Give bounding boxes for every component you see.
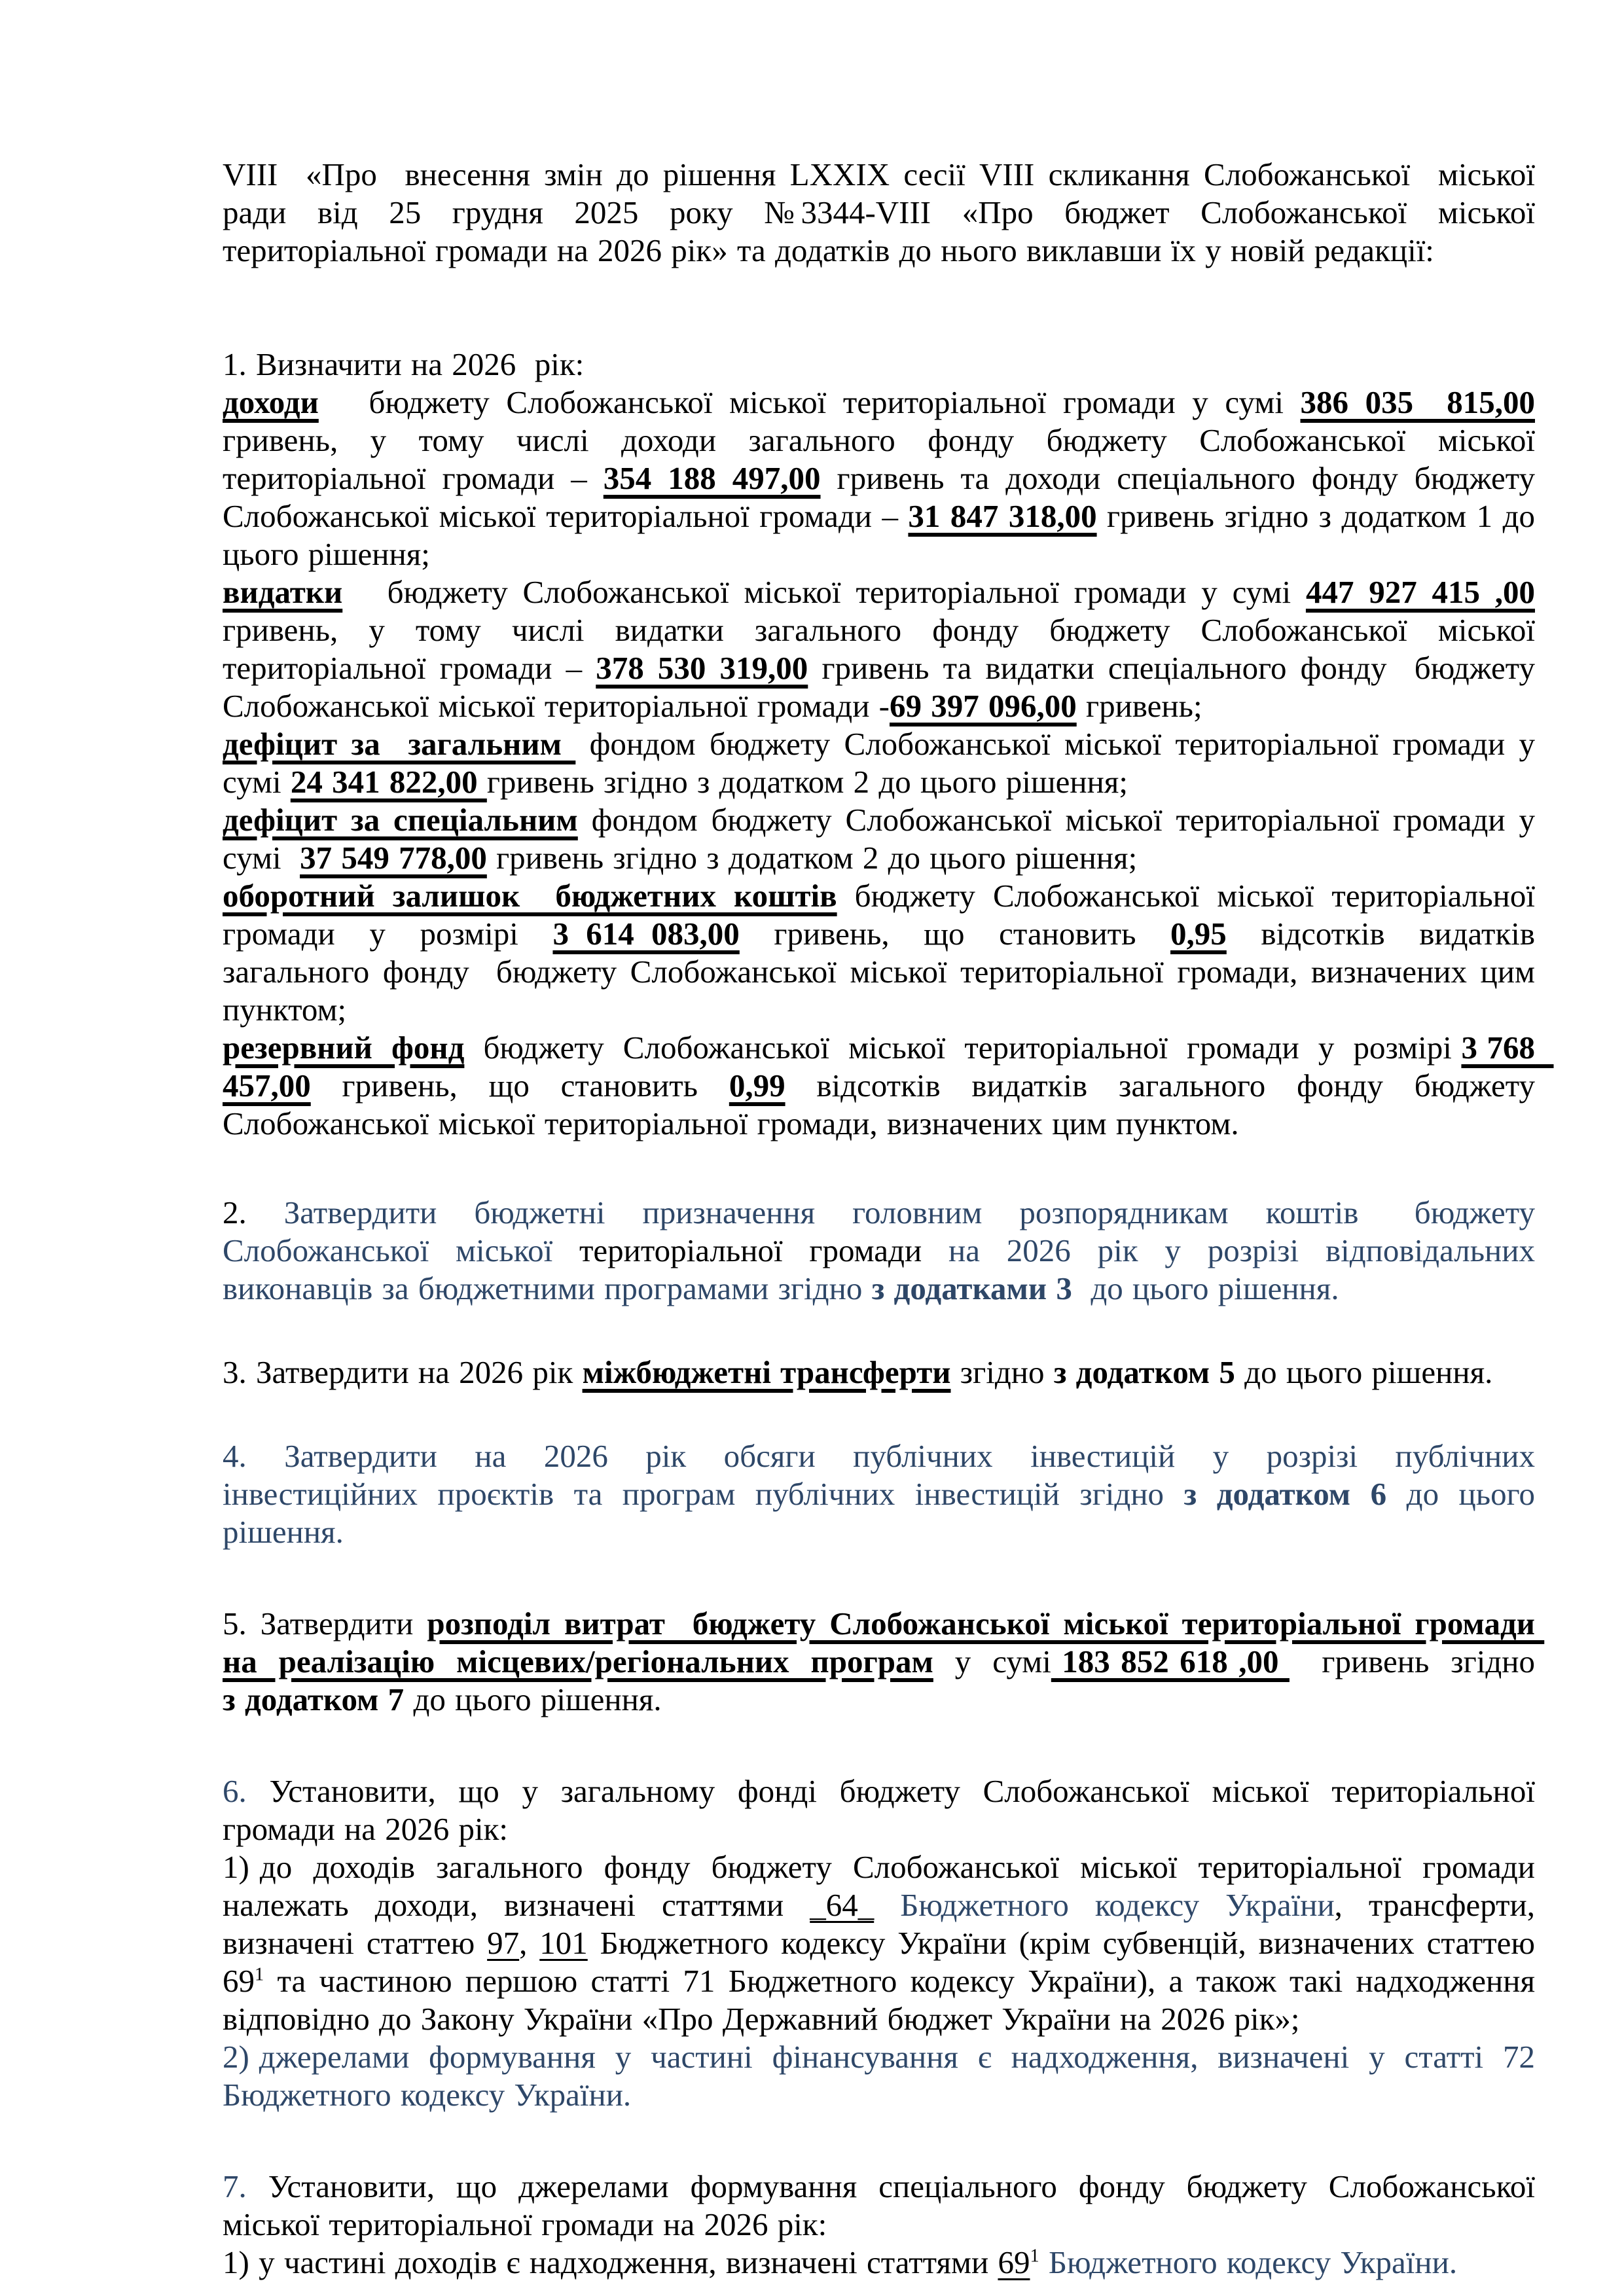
text-run: Установити, що у загальному фонді бюджету Слобожанської міської територіальної громади на 2026 рік: — [223, 1773, 1545, 1847]
text-run: бюджету Слобожанської міської територіальної громади у сумі — [342, 574, 1306, 610]
text-run: 7. — [223, 2168, 268, 2204]
text-run: до цього рішення. — [404, 1681, 662, 1717]
text-run: гривень та доходи спеціального фонду бюджету Слобожанської міської територіальної громади – — [223, 460, 1545, 534]
text-run: 69 397 096,00 — [889, 688, 1077, 724]
text-run: дефіцит за загальним — [223, 726, 576, 762]
text-run: у сумі — [933, 1643, 1051, 1679]
text-run: Бюджетного кодексу України — [900, 1887, 1335, 1923]
text-run: гривень, що становить — [739, 916, 1171, 952]
text-run: 0,95 — [1170, 916, 1227, 952]
item-6-sub-1 — [223, 1848, 1545, 2038]
text-run: дефіцит за спеціальним — [223, 802, 578, 838]
text-run: з додатком 6 — [1183, 1476, 1387, 1512]
text-run: до цього рішення. — [1072, 1270, 1339, 1306]
text-run: гривень, у тому числі доходи загального фонду бюджету Слобожанської міської територіальної громади – — [223, 384, 1545, 496]
text-run: VIII «Про внесення змін до рішення LXXIX сесії VIII скликання Слобожанської міської ради від 25 грудня 2025 року №3344-VIII «Про бюджет Слобожанської міської територіальної громади на 2026 рік» та додатків до нього виклавши їх у новій редакції: — [223, 156, 1545, 268]
text-run: видатки — [223, 574, 343, 610]
item-1-revenues — [223, 384, 1545, 573]
item-6-heading — [223, 1772, 1545, 1848]
item-7-heading — [223, 2168, 1545, 2244]
item-2 — [223, 1194, 1545, 1308]
text-run: згідно — [950, 1354, 1054, 1390]
text-run: територіальної громади — [579, 1232, 948, 1268]
text-run: 1 — [255, 1964, 264, 1985]
text-run: гривень згідно з додатком 2 до цього рішення; — [486, 840, 1138, 876]
text-run: Установити, що джерелами формування спеціального фонду бюджету Слобожанської міської територіальної громади на 2026 рік: — [223, 2168, 1545, 2242]
text-run: 447 927 415 ,00 — [1305, 574, 1536, 610]
text-run: резервний фонд — [223, 1030, 465, 1066]
text-run: відсотків видатків загального фонду бюджету Слобожанської міської територіальної громади, визначених цим пунктом. — [223, 1067, 1545, 1141]
text-run: міжбюджетні трансферти — [582, 1354, 951, 1390]
text-run: з додатком 7 — [223, 1681, 405, 1717]
text-run: гривень згідно — [1289, 1643, 1554, 1679]
text-run — [1039, 2244, 1049, 2280]
text-run: на 2026 рік у розрізі відповідальних виконавців за бюджетними програмами згідно — [223, 1232, 1545, 1306]
text-run: з додатком 5 — [1053, 1354, 1235, 1390]
text-run: 183 852 618 ,00 — [1051, 1643, 1290, 1679]
text-run: 101 — [539, 1925, 588, 1961]
text-run — [874, 1887, 900, 1923]
item-1-general-fund-deficit — [223, 725, 1545, 801]
text-run: 1) у частині доходів є надходження, визначені статтями — [223, 2244, 998, 2280]
item-4 — [223, 1437, 1554, 1551]
text-run: 2) джерелами формування у частині фінансування є надходження, визначені у статті 72 Бюджетного кодексу України. — [223, 2039, 1545, 2113]
text-run: до цього рішення. — [223, 1476, 1545, 1550]
text-run: 24 341 822,00 — [290, 764, 487, 800]
text-run: 5. Затвердити — [223, 1605, 427, 1641]
text-run: 354 188 497,00 — [603, 460, 821, 496]
text-run: гривень; — [1076, 688, 1202, 724]
text-run: 6. — [223, 1773, 270, 1809]
item-1-reserve-fund — [223, 1029, 1554, 1143]
text-run: фондом бюджету Слобожанської міської територіальної громади у сумі — [223, 802, 1545, 876]
text-run: 3. Затвердити на 2026 рік — [223, 1354, 583, 1390]
text-run: Бюджетного кодексу України (крім субвенцій, визначених статтею 69 — [223, 1925, 1545, 1999]
text-run: 378 530 319,00 — [596, 650, 808, 686]
text-run: гривень та видатки спеціального фонду бюджету Слобожанської міської територіальної громади - — [223, 650, 1545, 724]
intro-paragraph — [223, 156, 1545, 270]
text-run: , трансферти, визначені статтею — [223, 1887, 1545, 1961]
item-1-expenditures — [223, 573, 1545, 725]
text-run: 1. Визначити на 2026 рік: — [223, 346, 585, 382]
text-run: доходи — [223, 384, 319, 420]
text-run: 3 768 457,00 — [223, 1030, 1554, 1103]
text-run: , — [519, 1925, 540, 1961]
text-run: 386 035 815,00 — [1300, 384, 1536, 420]
text-run: 0,99 — [729, 1067, 785, 1103]
text-run: бюджету Слобожанської міської територіальної громади у сумі — [318, 384, 1301, 420]
text-run: 97 — [487, 1925, 520, 1961]
item-5 — [223, 1605, 1554, 1719]
text-run: 37 549 778,00 — [300, 840, 487, 876]
item-1-working-balance — [223, 877, 1554, 1029]
text-run: фондом бюджету Слобожанської міської територіальної громади у сумі — [223, 726, 1545, 800]
text-run: 1) до доходів загального фонду бюджету Слобожанської міської територіальної громади належать доходи, визначені статтями — [223, 1849, 1545, 1923]
text-run: та частиною першою статті 71 Бюджетного кодексу України), а також такі надходження відповідно до Закону України «Про Державний бюджет України на 2026 рік»; — [223, 1963, 1545, 2037]
item-7-sub-1 — [223, 2244, 1535, 2282]
text-run: 31 847 318,00 — [908, 498, 1097, 534]
item-3 — [223, 1354, 1535, 1391]
text-run: гривень згідно з додатком 1 до цього рішення; — [223, 498, 1545, 572]
text-run: з додатками 3 — [871, 1270, 1072, 1306]
text-run: гривень, що становить — [310, 1067, 729, 1103]
text-run: _64_ — [810, 1887, 875, 1923]
item-1-special-fund-deficit — [223, 801, 1545, 877]
text-run: гривень згідно з додатком 2 до цього рішення; — [486, 764, 1128, 800]
text-run: Затвердити бюджетні призначення головним розпорядникам коштів бюджету Слобожанської міської — [223, 1194, 1545, 1268]
text-run: 4. Затвердити на 2026 рік обсяги публічних інвестицій у розрізі публічних інвестиційних проєктів та програм публічних інвестицій згідно — [223, 1438, 1554, 1512]
text-run: гривень, у тому числі видатки загального фонду бюджету Слобожанської міської територіальної громади – — [223, 574, 1545, 686]
item-1-heading — [223, 346, 1535, 384]
text-run: бюджету Слобожанської міської територіальної громади у розмірі — [223, 878, 1545, 952]
text-run: до цього рішення. — [1235, 1354, 1493, 1390]
text-run: 3 614 083,00 — [552, 916, 740, 952]
item-6-sub-2 — [223, 2038, 1545, 2114]
text-run: 69 — [998, 2244, 1030, 2280]
text-run: 1 — [1030, 2246, 1039, 2267]
text-run: відсотків видатків загального фонду бюджету Слобожанської міської територіальної громади, визначених цим пунктом; — [223, 916, 1554, 1028]
text-run: Бюджетного кодексу України. — [1048, 2244, 1458, 2280]
text-run: оборотний залишок бюджетних коштів — [223, 878, 837, 914]
text-run: 2. — [223, 1194, 284, 1230]
text-run: бюджету Слобожанської міської територіальної громади у розмірі — [464, 1030, 1462, 1066]
document-content — [223, 156, 1554, 2282]
text-run: розподіл витрат бюджету Слобожанської міської територіальної громади на реалізацію місцевих/регіональних програм — [223, 1605, 1545, 1679]
